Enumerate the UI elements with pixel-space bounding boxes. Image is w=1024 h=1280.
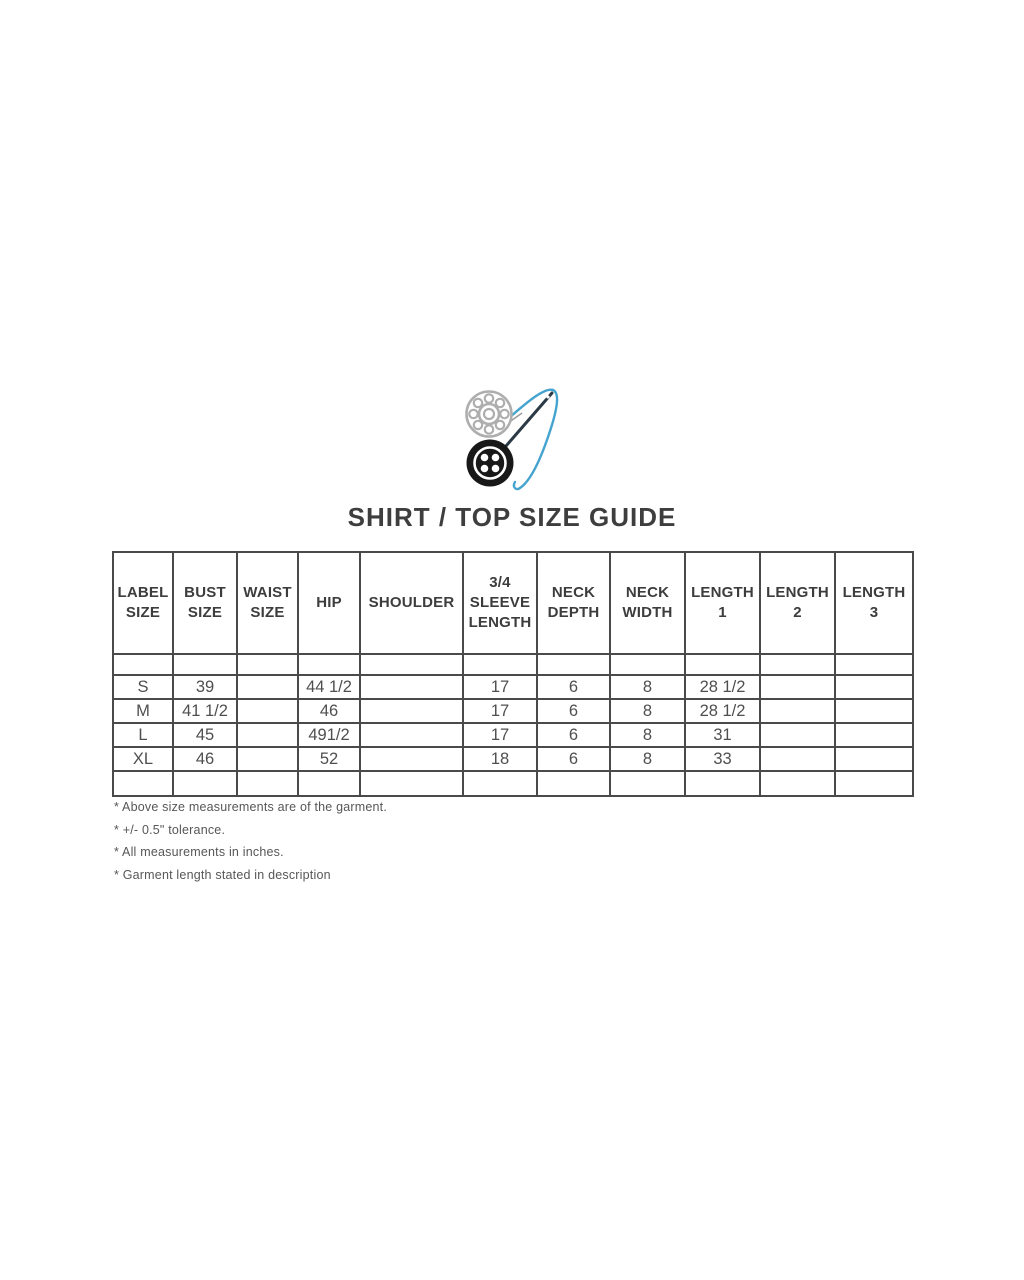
table-row-spacer-top bbox=[113, 654, 913, 675]
table-cell: 39 bbox=[173, 675, 237, 699]
col-header-length-2: LENGTH 2 bbox=[760, 552, 835, 654]
table-cell: 52 bbox=[298, 747, 360, 771]
table-cell: 491/2 bbox=[298, 723, 360, 747]
table-cell bbox=[237, 699, 298, 723]
table-cell: 46 bbox=[173, 747, 237, 771]
col-header-length-1: LENGTH 1 bbox=[685, 552, 760, 654]
table-cell bbox=[760, 675, 835, 699]
table-cell bbox=[685, 654, 760, 675]
table-cell bbox=[685, 771, 760, 796]
table-row-size-m bbox=[113, 699, 913, 723]
table-cell bbox=[237, 771, 298, 796]
footnote-inches: * All measurements in inches. bbox=[114, 845, 284, 859]
col-header-neck-width: NECK WIDTH bbox=[610, 552, 685, 654]
table-cell: 17 bbox=[463, 675, 537, 699]
table-cell bbox=[360, 723, 463, 747]
thread-icon bbox=[510, 390, 557, 489]
table-cell: 6 bbox=[537, 699, 610, 723]
table-cell: 6 bbox=[537, 747, 610, 771]
table-cell: 18 bbox=[463, 747, 537, 771]
table-cell bbox=[835, 654, 913, 675]
table-cell bbox=[760, 699, 835, 723]
col-header-shoulder: SHOULDER bbox=[360, 552, 463, 654]
table-cell: 41 1/2 bbox=[173, 699, 237, 723]
footnote-garment-length: * Garment length stated in description bbox=[114, 867, 331, 882]
page-title: SHIRT / TOP SIZE GUIDE bbox=[347, 502, 677, 532]
table-cell bbox=[237, 675, 298, 699]
table-cell bbox=[835, 771, 913, 796]
table-cell bbox=[173, 771, 237, 796]
col-header-label-size: LABEL SIZE bbox=[113, 552, 173, 654]
table-cell: 44 1/2 bbox=[298, 675, 360, 699]
table-cell: 6 bbox=[537, 723, 610, 747]
footnotes bbox=[114, 800, 387, 890]
sewing-logo bbox=[448, 383, 570, 500]
col-header-neck-depth: NECK DEPTH bbox=[537, 552, 610, 654]
table-cell: 8 bbox=[610, 723, 685, 747]
table-cell bbox=[173, 654, 237, 675]
col-header-hip: HIP bbox=[298, 552, 360, 654]
table-cell bbox=[835, 747, 913, 771]
table-cell-label: M bbox=[113, 699, 173, 723]
table-cell: 33 bbox=[685, 747, 760, 771]
table-cell-label: L bbox=[113, 723, 173, 747]
table-cell bbox=[360, 747, 463, 771]
table-cell: 45 bbox=[173, 723, 237, 747]
table-cell bbox=[113, 654, 173, 675]
table-row-spacer-bottom bbox=[113, 771, 913, 796]
table-cell bbox=[760, 771, 835, 796]
table-cell: 28 1/2 bbox=[685, 699, 760, 723]
table-cell bbox=[463, 771, 537, 796]
table-cell bbox=[360, 771, 463, 796]
table-cell: 17 bbox=[463, 699, 537, 723]
table-cell bbox=[537, 654, 610, 675]
table-cell bbox=[237, 747, 298, 771]
table-cell bbox=[298, 771, 360, 796]
table-cell: 6 bbox=[537, 675, 610, 699]
bobbin-icon bbox=[467, 392, 512, 437]
table-row-size-s bbox=[113, 675, 913, 699]
table-cell: 8 bbox=[610, 699, 685, 723]
table-cell bbox=[835, 699, 913, 723]
table-cell bbox=[237, 723, 298, 747]
col-header-bust-size: BUST SIZE bbox=[173, 552, 237, 654]
table-cell bbox=[760, 723, 835, 747]
table-cell bbox=[610, 654, 685, 675]
table-cell: 46 bbox=[298, 699, 360, 723]
table-cell-label: XL bbox=[113, 747, 173, 771]
table-row-size-l bbox=[113, 723, 913, 747]
col-header-sleeve-length: 3/4 SLEEVE LENGTH bbox=[463, 552, 537, 654]
col-header-length-3: LENGTH 3 bbox=[835, 552, 913, 654]
table-cell bbox=[360, 699, 463, 723]
table-cell bbox=[610, 771, 685, 796]
table-cell bbox=[463, 654, 537, 675]
table-cell: 17 bbox=[463, 723, 537, 747]
footnote-tolerance: * +/- 0.5" tolerance. bbox=[114, 822, 226, 837]
table-cell bbox=[113, 771, 173, 796]
table-cell-label: S bbox=[113, 675, 173, 699]
size-guide-table bbox=[112, 551, 914, 797]
table-cell bbox=[237, 654, 298, 675]
sewing-logo-svg bbox=[448, 383, 570, 500]
table-cell: 8 bbox=[610, 747, 685, 771]
table-cell bbox=[537, 771, 610, 796]
table-cell bbox=[760, 654, 835, 675]
table-cell bbox=[835, 723, 913, 747]
button-icon bbox=[467, 440, 514, 487]
table-cell: 8 bbox=[610, 675, 685, 699]
table-cell bbox=[298, 654, 360, 675]
col-header-waist-size: WAIST SIZE bbox=[237, 552, 298, 654]
header-row bbox=[113, 552, 913, 654]
footnote-garment-measurements: * Above size measurements are of the garment. bbox=[114, 800, 388, 814]
table-row-size-xl bbox=[113, 747, 913, 771]
table-cell bbox=[835, 675, 913, 699]
table-cell: 28 1/2 bbox=[685, 675, 760, 699]
table-cell bbox=[360, 654, 463, 675]
table-cell: 31 bbox=[685, 723, 760, 747]
table-cell bbox=[760, 747, 835, 771]
table-cell bbox=[360, 675, 463, 699]
